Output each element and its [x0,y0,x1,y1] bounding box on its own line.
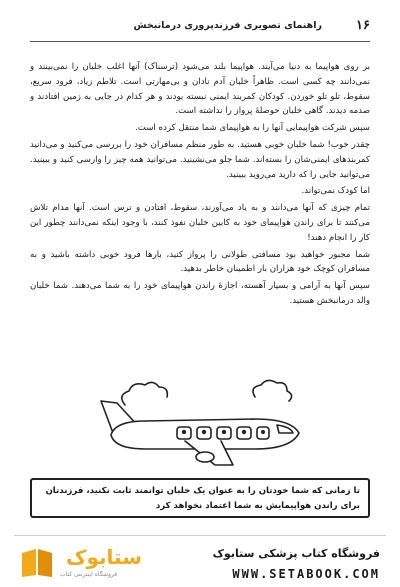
running-title: راهنمای تصویری فرزندپروری درمانبخش [133,20,322,31]
paragraph: شما مجبور خواهید بود مسافتی طولانی را پرواز کنید، بارها فرود خوبی داشته باشید و به مسافران کوچک خود هزاران بار اطمینان خاطر بدهید. [30,249,370,275]
paragraph: سپس شرکت هواپیمایی آنها را به هواپیمای شما منتقل کرده است. [135,123,370,134]
store-name: فروشگاه کتاب پزشکی ستابوک [212,547,380,560]
paragraph: چقدر خوب! شما خلبان خوبی هستید. به طور منظم مسافران خود را بررسی می‌کنید و می‌دانید کمربندهای ایمنی‌شان را بسته‌اند. شما جلو می‌نشینید. می‌توانید همه چیز را وارسی کنید و ببینید. می‌توانید جایی را که دارید می‌روید ببینید. [30,139,370,180]
paragraph: بر روی هواپیما به دنیا می‌آیند. هواپیما بلند می‌شود (ترسناک) آنها اغلب خلبان را نمی‌بینند و نمی‌دانند چه کسی است. ظاهراً خلبان آدم نادان و بی‌مهارتی است. تلاطم زیاد، فرود سریع، سقوط، تلو تلو خوردن. کودکان کمربند ایمنی نبسته بودند و هر کدام در جایی به زمین افتادند و صدمه دیدند. گاهی خلبان حوصلهٔ پرواز را نداشته است. [30,62,370,117]
page-header [30,18,370,42]
callout-text: تا زمانی که شما خودتان را به عنوان یک خلبان توانمند ثابت نکنید، فرزندتان برای راندن هواپیمایش به شما اعتماد نخواهد کرد [45,486,360,511]
logo-text: ستابوک [66,545,142,569]
paragraph: سپس آنها به آرامی و بسیار آهسته، اجازهٔ راندن هواپیمای خود را به شما می‌دهند. شما خلبان والد درمانبخش هستید. [30,281,370,306]
page-footer [0,535,400,587]
setabook-logo [18,541,142,583]
airplane-illustration [95,375,305,470]
footer-divider [14,535,386,536]
callout-box [30,478,370,518]
logo-tagline: فروشگاه اینترنتی کتاب [60,571,118,578]
paragraph: اما کودک نمی‌تواند. [301,186,370,197]
store-url: WWW.SETABOOK.COM [232,567,380,581]
paragraph: تمام چیزی که آنها می‌دانند و به یاد می‌آورند، سقوط، افتادن و ترس است. آنها مدام تلاش می‌کنند تا برای راندن هواپیمای خود به کابین خلبان نفوذ کنند، با وجود اینکه نمی‌دانند چطور این کار را انجام دهند! [30,203,370,243]
header-divider [30,41,370,42]
body-text [30,60,370,311]
page-number: ۱۶ [356,18,370,33]
book-icon [18,543,56,581]
